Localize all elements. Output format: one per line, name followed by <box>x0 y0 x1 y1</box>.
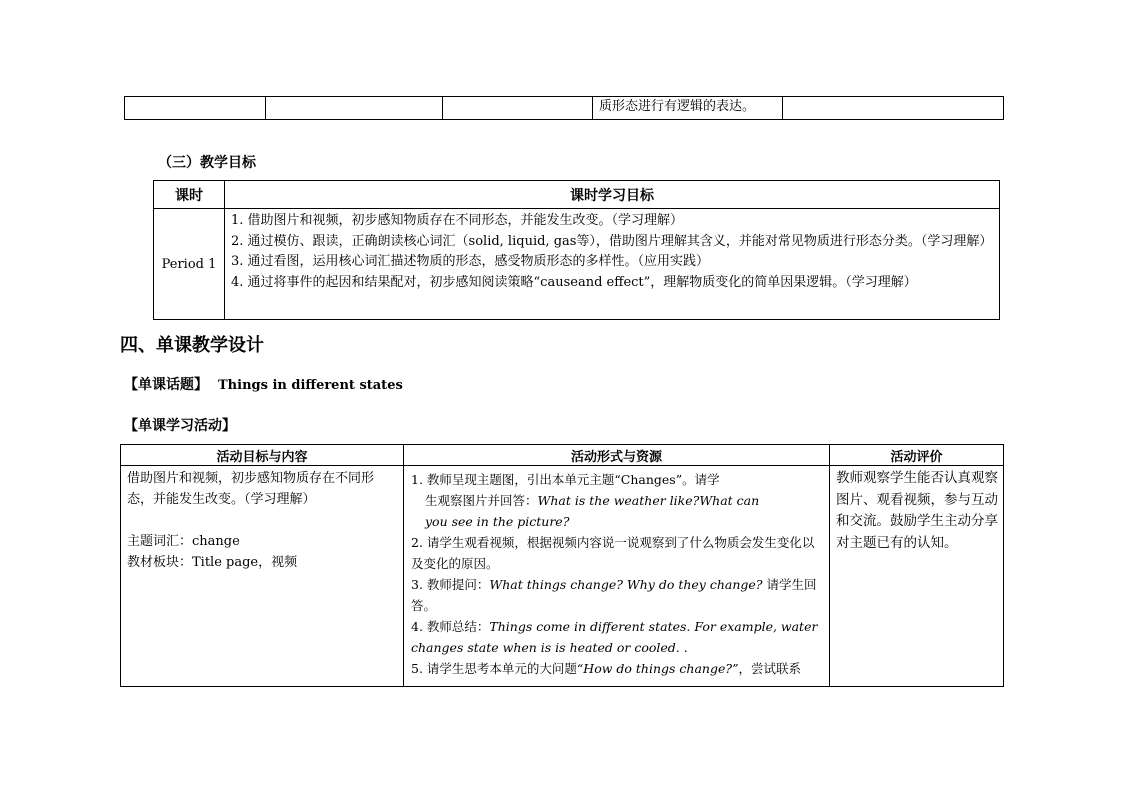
table-row <box>125 97 1004 120</box>
evaluation-text: 教师观察学生能否认真观察图片、观看视频，参与互动和交流。鼓励学生主动分享对主题已有的认知。 <box>836 470 998 551</box>
step-3-end: 请学生回答。 <box>411 577 817 613</box>
step-5 <box>411 658 823 679</box>
objectives-heading: （三）教学目标 <box>158 155 256 171</box>
table-cell <box>266 97 443 120</box>
step-5-end: ，尝试联系 <box>738 661 801 676</box>
topic-line <box>124 374 403 394</box>
step-4-summary: Things come in different states. For example, water changes state when is is heated or cooled. . <box>411 619 818 655</box>
goal-item: 3. 通过看图，运用核心词汇描述物质的形态，感受物质形态的多样性。（应用实践） <box>231 254 710 269</box>
section4-heading: 四、单课教学设计 <box>120 335 264 356</box>
topic-label: 【单课话题】 <box>124 377 208 393</box>
step-1-line-1: 1. 教师呈现主题图，引出本单元主题“Changes”。请学 <box>411 472 720 487</box>
table-cell <box>125 97 266 120</box>
table-cell <box>443 97 593 120</box>
topic-vocab: 主题词汇：change <box>127 534 240 549</box>
step-1-line-2 <box>411 490 823 511</box>
goal-item: 2. 通过模仿、跟读，正确朗读核心词汇（solid, liquid, gas等），借助图片理解其含义，并能对常见物质进行形态分类。（学习理解） <box>231 233 993 249</box>
activities-heading: 【单课学习活动】 <box>124 418 236 434</box>
activities-table <box>120 444 1004 687</box>
topic-text: Things in different states <box>218 378 403 393</box>
header-evaluation: 活动评价 <box>830 445 1004 466</box>
continued-table <box>124 96 1004 120</box>
table-header-row <box>121 445 1004 466</box>
step-3-question: What things change? Why do they change? <box>489 577 763 592</box>
step-4 <box>411 616 823 658</box>
goal-item: 1. 借助图片和视频，初步感知物质存在不同形态，并能发生改变。（学习理解） <box>231 213 684 228</box>
activity-goal: 借助图片和视频，初步感知物质存在不同形态，并能发生改变。（学习理解） <box>127 471 375 507</box>
table-row <box>154 209 1000 320</box>
step-3-text: 3. 教师提问： <box>411 577 490 592</box>
table-row <box>121 466 1004 687</box>
evaluation-cell <box>830 466 1004 687</box>
step-1-question: What is the weather like?What can <box>537 493 760 508</box>
period-cell: Period 1 <box>154 209 225 320</box>
step-5-question: “How do things change?” <box>576 661 739 676</box>
goals-cell <box>225 209 1000 320</box>
step-5-text: 5. 请学生思考本单元的大问题 <box>411 661 577 676</box>
header-form-resources: 活动形式与资源 <box>404 445 830 466</box>
textbook-material: 教材板块：Title page，视频 <box>127 555 298 570</box>
table-cell <box>593 97 783 120</box>
table-header-row <box>154 181 1000 209</box>
form-resources-cell <box>404 466 830 687</box>
header-goal-content: 活动目标与内容 <box>121 445 404 466</box>
header-period: 课时 <box>154 181 225 209</box>
goal-content-cell <box>121 466 404 687</box>
cell-text: 质形态进行有逻辑的表达。 <box>599 99 756 114</box>
step-2: 2. 请学生观看视频，根据视频内容说一说观察到了什么物质会发生变化以及变化的原因。 <box>411 535 815 571</box>
step-1-line-3: you see in the picture? <box>425 514 570 529</box>
step-3 <box>411 574 823 616</box>
step-1-text: 生观察图片并回答： <box>425 493 538 508</box>
objectives-table <box>153 180 1000 320</box>
table-cell <box>783 97 1004 120</box>
goal-item: 4. 通过将事件的起因和结果配对，初步感知阅读策略“causeand effect”，理解物质变化的简单因果逻辑。（学习理解） <box>231 274 917 290</box>
step-4-text: 4. 教师总结： <box>411 619 490 634</box>
header-goals: 课时学习目标 <box>225 181 1000 209</box>
